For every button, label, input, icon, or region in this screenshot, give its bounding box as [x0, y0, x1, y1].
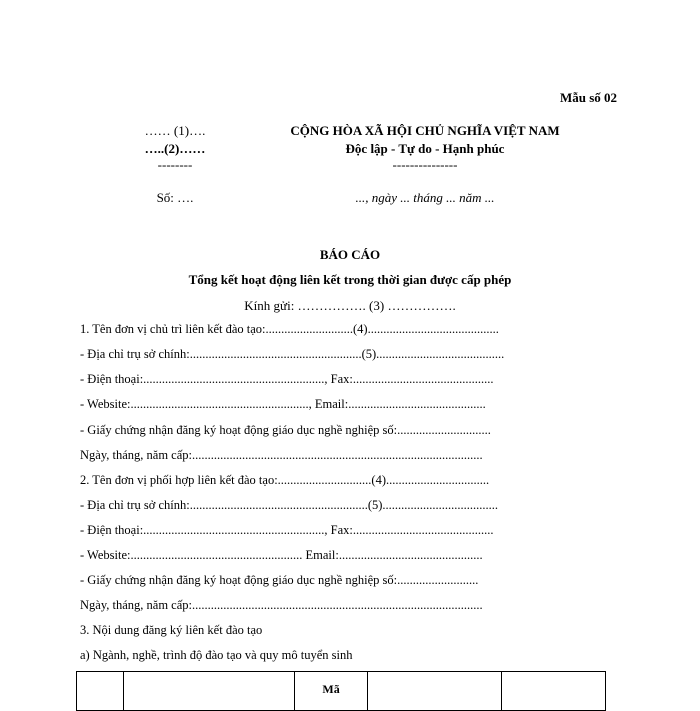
partner-unit-name-line: 2. Tên đơn vị phối hợp liên kết đào tạo:..............................(4)................................. [80, 473, 490, 487]
partner-unit-phone-fax-line: - Điện thoại:.........................................................., Fax:............................................. [80, 523, 494, 537]
host-unit-address-line: - Địa chỉ trụ sở chính:.......................................................(5)......................................... [80, 347, 505, 361]
host-unit-website-email-line: - Website:........................................................., Email:............................................ [80, 397, 486, 411]
partner-unit-address-line: - Địa chỉ trụ sở chính:.........................................................(5)..................................... [80, 498, 499, 512]
table-header-cell [501, 672, 605, 711]
host-unit-certificate-line: - Giấy chứng nhận đăng ký hoạt động giáo dục nghề nghiệp số:.............................. [80, 423, 491, 437]
partner-unit-certificate-line: - Giấy chứng nhận đăng ký hoạt động giáo dục nghề nghiệp số:.......................... [80, 573, 479, 587]
national-motto: Độc lập - Tự do - Hạnh phúc [345, 141, 505, 156]
issuing-unit-rule: -------- [157, 157, 193, 172]
report-title: BÁO CÁO [319, 247, 381, 262]
host-unit-issue-date-line: Ngày, tháng, năm cấp:............................................................................................. [80, 448, 483, 462]
section-3-heading: 3. Nội dung đăng ký liên kết đào tạo [80, 623, 263, 637]
motto-rule: --------------- [392, 157, 458, 172]
report-subtitle: Tổng kết hoạt động liên kết trong thời gian được cấp phép [188, 272, 512, 287]
addressee-line: Kính gửi: ……………. (3) ……………. [244, 298, 456, 313]
issuing-unit-line2: …..(2)…… [144, 141, 206, 156]
document-number: Số: …. [156, 190, 194, 205]
table-header-row [77, 672, 606, 711]
enrollment-table [76, 671, 606, 711]
table-header-cell [77, 672, 124, 711]
host-unit-name-line: 1. Tên đơn vị chủ trì liên kết đào tạo:............................(4).......................................... [80, 322, 499, 336]
country-name: CỘNG HÒA XÃ HỘI CHỦ NGHĨA VIỆT NAM [290, 123, 560, 138]
partner-unit-website-email-line: - Website:....................................................... Email:.............................................. [80, 548, 483, 562]
table-header-code-cell: Mã [295, 672, 368, 711]
table-header-cell [123, 672, 295, 711]
form-code: Mẫu số 02 [559, 90, 617, 105]
partner-unit-issue-date-line: Ngày, tháng, năm cấp:............................................................................................. [80, 598, 483, 612]
table-header-cell [367, 672, 501, 711]
host-unit-phone-fax-line: - Điện thoại:.........................................................., Fax:............................................. [80, 372, 494, 386]
date-line: ..., ngày ... tháng ... năm ... [355, 190, 495, 205]
issuing-unit-line1: …… (1)…. [144, 123, 206, 138]
section-3a-heading: a) Ngành, nghề, trình độ đào tạo và quy mô tuyển sinh [80, 648, 353, 662]
